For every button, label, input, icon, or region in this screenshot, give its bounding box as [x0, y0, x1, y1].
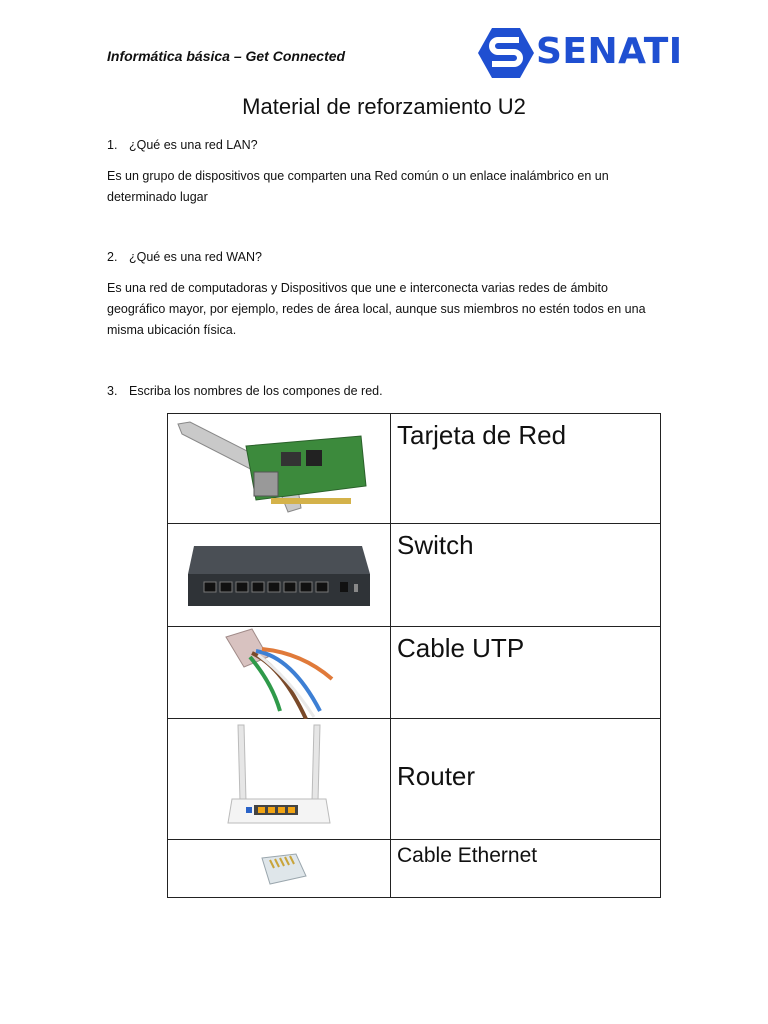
label-cell	[391, 524, 661, 627]
label-cell	[391, 840, 661, 898]
question-2	[107, 250, 262, 264]
question-number: 2.	[107, 250, 118, 264]
label-cell	[391, 719, 661, 840]
component-label: Cable Ethernet	[397, 844, 538, 867]
network-card-icon	[176, 416, 376, 516]
image-cell	[168, 627, 391, 719]
senati-logo	[478, 26, 683, 80]
table-row	[168, 627, 661, 719]
table-row	[168, 414, 661, 524]
components-table	[167, 413, 661, 898]
image-cell	[168, 524, 391, 627]
senati-logo-icon	[478, 26, 534, 80]
question-3	[107, 384, 383, 398]
utp-cable-icon	[222, 627, 342, 719]
image-cell	[168, 414, 391, 524]
image-cell	[168, 719, 391, 840]
component-label: Router	[397, 761, 476, 791]
question-number: 3.	[107, 384, 118, 398]
switch-icon	[184, 544, 374, 610]
table-row	[168, 719, 661, 840]
component-label: Switch	[397, 530, 474, 560]
component-label: Cable UTP	[397, 633, 525, 663]
logo-text: SENATI	[536, 31, 683, 72]
label-cell	[391, 414, 661, 524]
component-label: Tarjeta de Red	[397, 420, 567, 450]
image-cell	[168, 840, 391, 898]
answer-2: Es una red de computadoras y Dispositivos que une e interconecta varias redes de ámbito geográfico mayor, por ejemplo, redes de área local, aunque sus miembros no estén todos en una misma ubicación física.	[107, 281, 646, 337]
router-icon	[224, 723, 334, 833]
question-text: ¿Qué es una red LAN?	[129, 138, 258, 152]
header-course: Informática básica – Get Connected	[107, 48, 346, 64]
question-text: Escriba los nombres de los compones de red.	[129, 384, 383, 398]
question-number: 1.	[107, 138, 118, 152]
question-1	[107, 138, 258, 152]
question-text: ¿Qué es una red WAN?	[129, 250, 262, 264]
answer-1: Es un grupo de dispositivos que comparten una Red común o un enlace inalámbrico en un determinado lugar	[107, 169, 609, 204]
table-row	[168, 524, 661, 627]
label-cell	[391, 627, 661, 719]
table-row	[168, 840, 661, 898]
rj45-connector-icon	[256, 850, 310, 890]
page-title: Material de reforzamiento U2	[242, 94, 526, 119]
